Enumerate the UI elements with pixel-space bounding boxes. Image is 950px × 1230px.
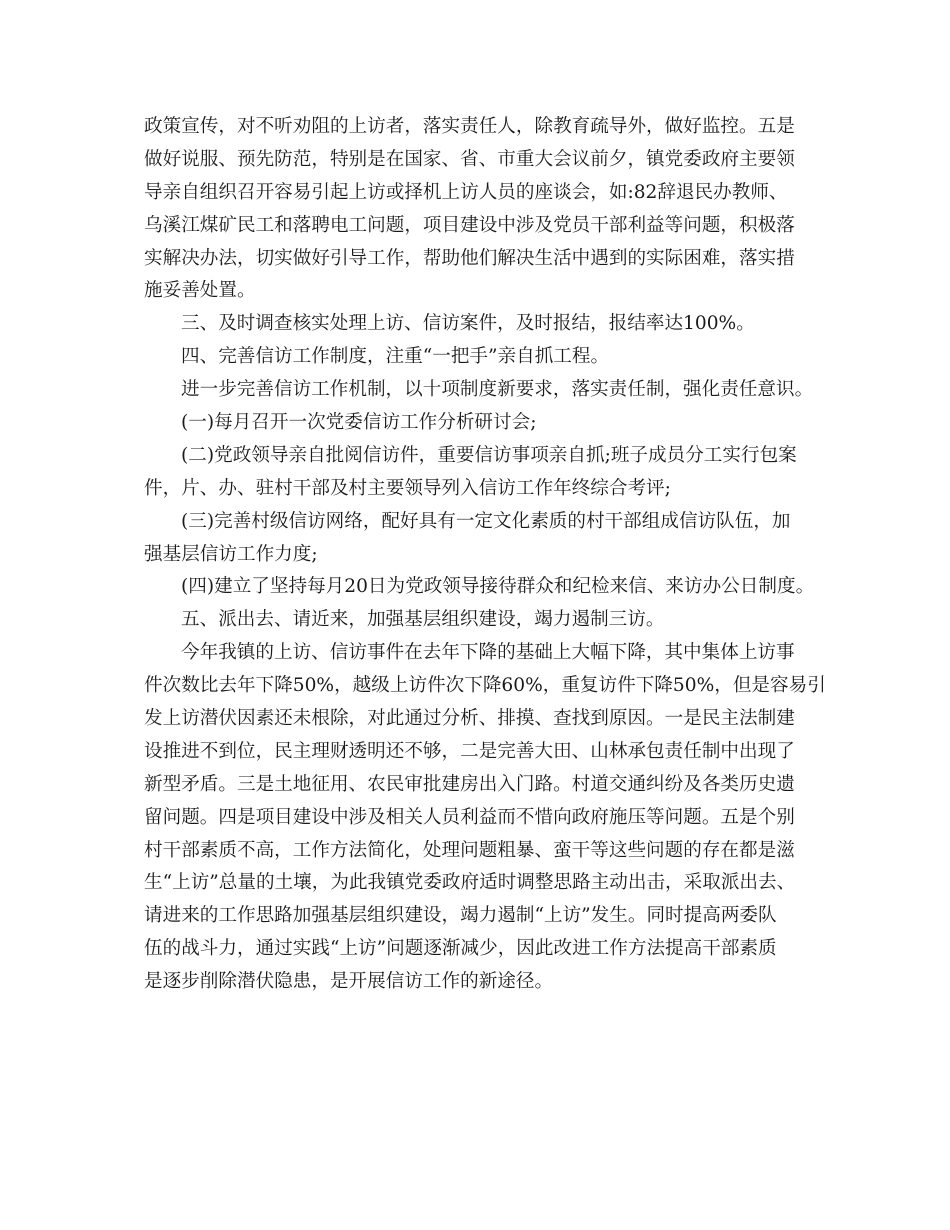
text-line: 导亲自组织召开容易引起上访或择机上访人员的座谈会，如:82辞退民办教师、 — [144, 181, 788, 203]
text-line: 强基层信访工作力度; — [144, 543, 318, 565]
text-line: 五、派出去、请近来，加强基层组织建设，竭力遏制三访。 — [181, 609, 665, 631]
text-line: 新型矛盾。三是土地征用、农民审批建房出入门路。村道交通纠纷及各类历史遗 — [144, 773, 795, 795]
text-line: 留问题。四是项目建设中涉及相关人员利益而不惜向政府施压等问题。五是个别 — [144, 806, 795, 828]
text-line: 发上访潜伏因素还未根除，对此通过分析、排摸、查找到原因。一是民主法制建 — [144, 708, 795, 730]
text-line: 三、及时调查核实处理上访、信访案件，及时报结，报结率达100%。 — [181, 313, 755, 335]
text-line: (四)建立了坚持每月20日为党政领导接待群众和纪检来信、来访办公日制度。 — [181, 576, 815, 598]
text-line: 村干部素质不高，工作方法简化，处理问题粗暴、蛮干等这些问题的存在都是滋 — [144, 839, 795, 861]
text-line: (二)党政领导亲自批阅信访件，重要信访事项亲自抓;班子成员分工实行包案 — [181, 444, 797, 466]
text-line: 件，片、办、驻村干部及村主要领导列入信访工作年终综合考评; — [144, 477, 671, 499]
text-line: (一)每月召开一次党委信访工作分析研讨会; — [181, 412, 537, 434]
text-line: 是逐步削除潜伏隐患，是开展信访工作的新途径。 — [144, 971, 554, 993]
text-line: 做好说服、预先防范，特别是在国家、省、市重大会议前夕，镇党委政府主要领 — [144, 148, 795, 170]
text-line: 四、完善信访工作制度，注重“一把手”亲自抓工程。 — [181, 346, 610, 368]
text-line: 实解决办法，切实做好引导工作，帮助他们解决生活中遇到的实际困难，落实措 — [144, 247, 795, 269]
text-line: 设推进不到位，民主理财透明还不够，二是完善大田、山林承包责任制中出现了 — [144, 740, 795, 762]
text-line: 乌溪江煤矿民工和落聘电工问题，项目建设中涉及党员干部利益等问题，积极落 — [144, 214, 795, 236]
text-line: 请进来的工作思路加强基层组织建设，竭力遏制“上访”发生。同时提高两委队 — [144, 905, 777, 927]
text-line: 伍的战斗力，通过实践“上访”问题逐渐减少，因此改进工作方法提高干部素质 — [144, 938, 777, 960]
text-line: 生“上访”总量的土壤，为此我镇党委政府适时调整思路主动出击，采取派出去、 — [144, 872, 796, 894]
text-line: 政策宣传，对不听劝阻的上访者，落实责任人，除教育疏导外，做好监控。五是 — [144, 116, 795, 137]
text-line: (三)完善村级信访网络，配好具有一定文化素质的村干部组成信访队伍，加 — [181, 510, 791, 532]
text-line: 件次数比去年下降50%，越级上访件次下降60%，重复访件下降50%，但是容易引 — [144, 675, 826, 697]
text-line: 今年我镇的上访、信访事件在去年下降的基础上大幅下降，其中集体上访事 — [181, 642, 795, 664]
document-body — [144, 111, 824, 999]
text-line: 施妥善处置。 — [144, 280, 256, 302]
text-line: 进一步完善信访工作机制，以十项制度新要求，落实责任制，强化责任意识。 — [181, 379, 814, 401]
